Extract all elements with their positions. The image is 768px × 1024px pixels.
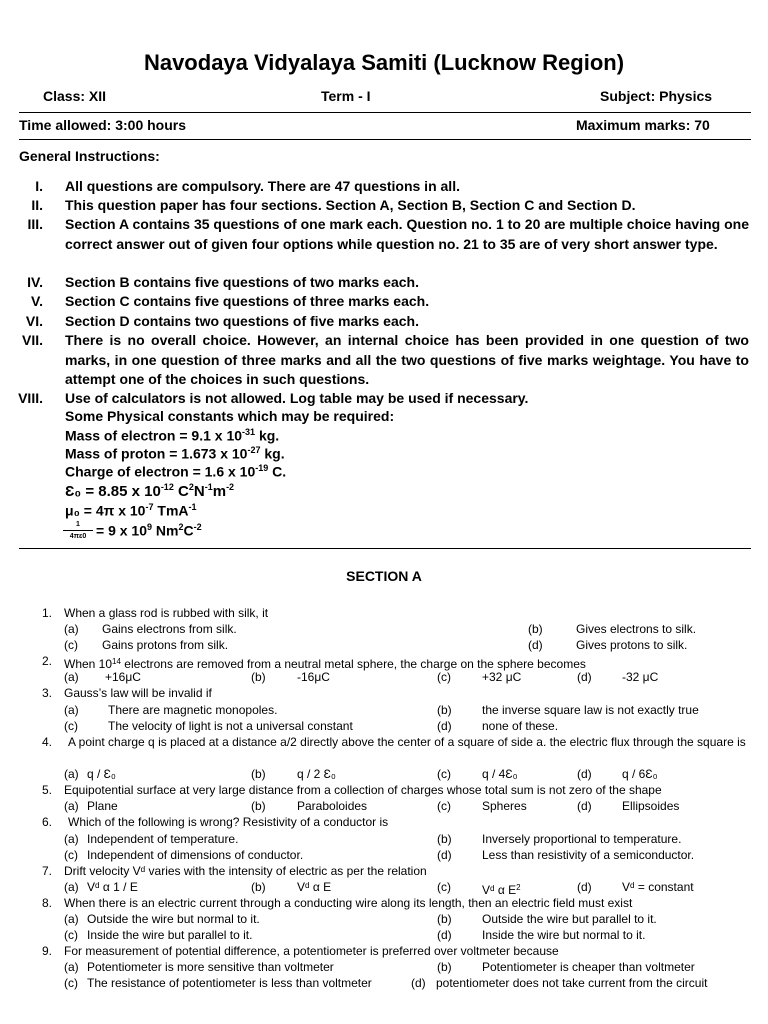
- exponent: 2: [188, 482, 194, 492]
- option-text: the inverse square law is not exactly true: [482, 703, 699, 717]
- unit: TmA: [157, 502, 189, 519]
- instruction-text: All questions are compulsory. There are 47 questions in all.: [65, 178, 460, 194]
- exponent: 2: [516, 883, 521, 892]
- instruction-text: Section B contains five questions of two marks each.: [65, 274, 419, 290]
- option-text: The velocity of light is not a universal constant: [108, 719, 353, 733]
- option-label: (d): [437, 719, 452, 733]
- option-text: q / Ɛ₀: [87, 767, 116, 781]
- option-label: (a): [64, 703, 79, 717]
- exponent: 9: [147, 522, 153, 532]
- option-label: (b): [437, 912, 452, 926]
- option-text: Potentiometer is more sensitive than voltmeter: [87, 960, 334, 974]
- option-text: Less than resistivity of a semiconductor.: [482, 848, 695, 862]
- instruction-number: III.: [27, 216, 43, 232]
- option-text: -16μC: [297, 670, 330, 684]
- option-text: Inside the wire but parallel to it.: [87, 928, 253, 942]
- constant-electron-mass: [65, 427, 279, 444]
- exponent: -12: [160, 482, 174, 492]
- exponent: -27: [247, 445, 261, 455]
- option-label: (b): [251, 670, 266, 684]
- option-label: (a): [64, 960, 79, 974]
- instruction-text: There is no overall choice. However, an internal choice has been provided in one question of two marks, in one question of three marks and all the two questions of five marks weightage. You have to attempt one of the choices in such questions.: [65, 332, 749, 387]
- option-text: Outside the wire but normal to it.: [87, 912, 260, 926]
- constant-text: Ɛ₀ = 8.85 x 10: [65, 483, 161, 500]
- question-text: Equipotential surface at very large distance from a collection of charges whose total sum is not zero of the shape: [64, 783, 662, 797]
- exponent: -2: [226, 482, 235, 492]
- option-label: (b): [437, 703, 452, 717]
- option-text: q / 4Ɛ₀: [482, 767, 518, 781]
- option-label: (b): [437, 960, 452, 974]
- option-text: Gives protons to silk.: [576, 638, 688, 652]
- option-text: Gains electrons from silk.: [102, 622, 237, 636]
- unit: kg.: [258, 427, 280, 444]
- option-text: +32 μC: [482, 670, 522, 684]
- instruction-number: V.: [31, 293, 43, 309]
- option-label: (d): [437, 848, 452, 862]
- option-text: Vᵈ α E: [297, 880, 332, 894]
- option-label: (c): [64, 928, 78, 942]
- constant-electron-charge: [65, 463, 286, 480]
- page-title: Navodaya Vidyalaya Samiti (Lucknow Region): [143, 50, 625, 75]
- header-divider-top: [19, 112, 751, 113]
- question-text: Gauss’s law will be invalid if: [64, 686, 212, 700]
- question-text: Which of the following is wrong? Resistivity of a conductor is: [68, 815, 389, 829]
- exponent: -1: [188, 502, 197, 512]
- unit: Nm: [155, 522, 179, 539]
- exponent: -31: [242, 427, 256, 437]
- option-label: (b): [528, 622, 543, 636]
- subject-label: Subject: Physics: [600, 88, 713, 104]
- option-text: Potentiometer is cheaper than voltmeter: [482, 960, 695, 974]
- text-part: electrons are removed from a neutral metal sphere, the charge on the sphere becomes: [124, 657, 586, 671]
- coulomb-fraction: [63, 520, 93, 546]
- option-label: (d): [411, 976, 426, 990]
- option-text: Ellipsoides: [622, 799, 680, 813]
- option-label: (a): [64, 912, 79, 926]
- option-label: (b): [251, 880, 266, 894]
- constant-permittivity: [65, 482, 234, 500]
- question-text: For measurement of potential difference, a potentiometer is preferred over voltmeter because: [64, 944, 559, 958]
- constant-proton-mass: [65, 445, 285, 462]
- class-label: Class: XII: [43, 88, 107, 104]
- option-text: Independent of dimensions of conductor.: [87, 848, 304, 862]
- instruction-text: Section C contains five questions of three marks each.: [65, 293, 430, 309]
- option-text: potentiometer does not take current from the circuit: [436, 976, 708, 990]
- option-label: (a): [64, 767, 79, 781]
- option-label: (d): [577, 880, 592, 894]
- fraction-denominator: 4πɛ0: [69, 533, 87, 540]
- option-label: (d): [577, 799, 592, 813]
- marks-label: Maximum marks: 70: [576, 117, 710, 133]
- question-number: 6.: [41, 815, 52, 829]
- instruction-number: IV.: [27, 274, 43, 290]
- option-text: Independent of temperature.: [87, 832, 239, 846]
- instruction-number: VI.: [25, 313, 43, 329]
- option-text: Inside the wire but normal to it.: [482, 928, 646, 942]
- constant-permeability: [65, 502, 197, 519]
- constant-text: Charge of electron = 1.6 x 10: [65, 463, 256, 480]
- question-text: When a glass rod is rubbed with silk, it: [64, 606, 269, 620]
- instructions-heading: General Instructions:: [19, 148, 160, 164]
- option-label: (a): [64, 670, 79, 684]
- exponent: -1: [204, 482, 213, 492]
- question-text: When there is an electric current through a conducting wire along its length, then an electric field must exist: [64, 896, 633, 910]
- instruction-number: VIII.: [18, 390, 43, 406]
- option-label: (c): [437, 880, 451, 894]
- unit: kg.: [264, 445, 285, 462]
- instruction-text: This question paper has four sections. Section A, Section B, Section C and Section D.: [65, 197, 636, 213]
- option-label: (d): [528, 638, 543, 652]
- option-text: -32 μC: [622, 670, 659, 684]
- constant-text: = 9 x 10: [96, 522, 147, 539]
- term-label: Term - I: [321, 88, 371, 104]
- option-label: (c): [64, 848, 78, 862]
- question-text: Drift velocity Vᵈ varies with the intensity of electric as per the relation: [64, 864, 427, 878]
- question-number: 1.: [41, 606, 52, 620]
- exponent: -2: [193, 522, 202, 532]
- option-label: (c): [437, 670, 451, 684]
- question-number: 8.: [41, 896, 52, 910]
- option-text: q / 6Ɛ₀: [622, 767, 658, 781]
- header-row-class: [19, 88, 751, 106]
- option-text: Paraboloides: [297, 799, 368, 813]
- unit: C: [178, 483, 189, 500]
- unit: C: [183, 522, 194, 539]
- question-number: 2.: [41, 654, 52, 668]
- constant-coulomb: [96, 522, 202, 539]
- question-text: A point charge q is placed at a distance a/2 directly above the center of a square of side a. the electric flux through the square is: [68, 735, 746, 749]
- option-label: (a): [64, 832, 79, 846]
- constants-heading: Some Physical constants which may be required:: [65, 408, 395, 424]
- option-label: (c): [64, 719, 78, 733]
- instruction-number: II.: [31, 197, 43, 213]
- instruction-text: Use of calculators is not allowed. Log table may be used if necessary.: [65, 390, 529, 406]
- header-divider-bottom: [19, 139, 751, 140]
- option-text: Inversely proportional to temperature.: [482, 832, 682, 846]
- instructions-divider: [19, 548, 751, 549]
- unit: C.: [272, 463, 287, 480]
- option-text: Vᵈ = constant: [622, 880, 694, 894]
- option-text: Vᵈ α 1 / E: [87, 880, 138, 894]
- constant-text: Mass of electron = 9.1 x 10: [65, 427, 243, 444]
- question-number: 7.: [41, 864, 52, 878]
- exponent: 2: [178, 522, 184, 532]
- option-text: Gives electrons to silk.: [576, 622, 697, 636]
- option-label: (b): [437, 832, 452, 846]
- option-text: Gains protons from silk.: [102, 638, 229, 652]
- text-part: When 10: [64, 657, 113, 671]
- fraction-numerator: 1: [63, 520, 93, 531]
- question-number: 4.: [41, 735, 52, 749]
- unit: m: [212, 483, 227, 500]
- exponent: -19: [255, 463, 269, 473]
- option-label: (b): [251, 799, 266, 813]
- option-text: Plane: [87, 799, 118, 813]
- option-label: (c): [437, 799, 451, 813]
- option-text: Outside the wire but parallel to it.: [482, 912, 657, 926]
- option-text-part: Vᵈ α E: [482, 883, 517, 897]
- option-label: (d): [577, 767, 592, 781]
- option-text: +16μC: [105, 670, 141, 684]
- unit: N: [193, 483, 205, 500]
- instruction-number: VII.: [21, 332, 43, 348]
- question-number: 3.: [41, 686, 52, 700]
- option-label: (d): [437, 928, 452, 942]
- option-text: There are magnetic monopoles.: [108, 703, 278, 717]
- option-label: (b): [251, 767, 266, 781]
- time-label: Time allowed: 3:00 hours: [19, 117, 187, 133]
- option-label: (a): [64, 880, 79, 894]
- option-label: (c): [437, 767, 451, 781]
- instruction-number: I.: [35, 178, 43, 194]
- constant-text: μ₀ = 4π x 10: [65, 502, 146, 519]
- section-a-title: SECTION A: [346, 568, 422, 584]
- option-text: none of these.: [482, 719, 559, 733]
- option-label: (c): [64, 638, 78, 652]
- question-number: 9.: [41, 944, 52, 958]
- option-text: Spheres: [482, 799, 527, 813]
- option-label: (d): [577, 670, 592, 684]
- header-row-time: [19, 117, 751, 135]
- question-number: 5.: [41, 783, 52, 797]
- constant-text: Mass of proton = 1.673 x 10: [65, 445, 248, 462]
- exponent: -7: [145, 502, 154, 512]
- option-text: q / 2 Ɛ₀: [297, 767, 336, 781]
- exponent: 14: [112, 657, 121, 666]
- option-text: The resistance of potentiometer is less than voltmeter: [87, 976, 372, 990]
- option-label: (c): [64, 976, 78, 990]
- option-label: (a): [64, 622, 79, 636]
- option-label: (a): [64, 799, 79, 813]
- instruction-text: Section A contains 35 questions of one mark each. Question no. 1 to 20 are multiple choice having one correct answer out of given four options while question no. 21 to 35 are of very short answer type.: [65, 216, 749, 252]
- instruction-text: Section D contains two questions of five marks each.: [65, 313, 419, 329]
